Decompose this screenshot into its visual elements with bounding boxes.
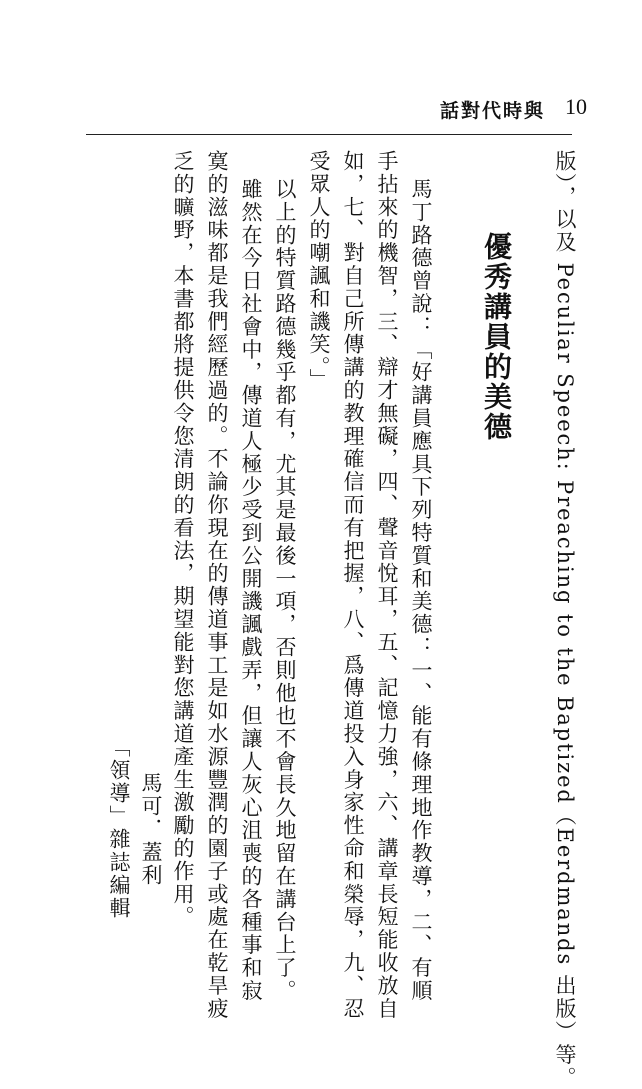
author-name: 馬可．蓋利 <box>139 772 163 887</box>
text-column-1: 版），以及 Peculiar Speech: Preaching to the Baptized（Eerdmands 出版）等。 <box>553 150 577 1089</box>
running-header-title: 話對代時與 <box>440 100 546 122</box>
text-column-3: 手拈來的機智，三、辯才無礙，四、聲音悅耳，五、記憶力強，六、講章長短能收放自 <box>375 150 399 1021</box>
page-number: 10 <box>565 94 587 119</box>
header-rule <box>86 134 572 135</box>
text-column-5: 受眾人的嘲諷和譏笑。」 <box>307 150 331 392</box>
text-column-7: 雖然在今日社會中，傳道人極少受到公開譏諷戲弄，但讓人灰心沮喪的各種事和寂 <box>239 178 263 1003</box>
author-affiliation: 「領導」雜誌編輯 <box>107 736 131 920</box>
text-column-8: 寞的滋味都是我們經歷過的。不論你現在的傳道事工是如水源豐潤的園子或處在乾旱疲 <box>205 150 229 1021</box>
text-column-2: 馬丁路德曾說：「好講員應具下列特質和美德：一、能有條理地作教導，二、有順 <box>409 178 433 1003</box>
text-column-6: 以上的特質路德幾乎都有，尤其是最後一項，否則他也不會長久地留在講台上了。 <box>273 178 297 1003</box>
text-column-9: 乏的曠野，本書都將提供令您清朗的看法，期望能對您講道產生激勵的作用。 <box>171 150 195 929</box>
text-column-4: 如，七、對自己所傳講的教理確信而有把握，八、爲傳道投入身家性命和榮辱，九、忍 <box>341 150 365 1021</box>
section-heading: 優秀講員的美德 <box>480 232 513 442</box>
